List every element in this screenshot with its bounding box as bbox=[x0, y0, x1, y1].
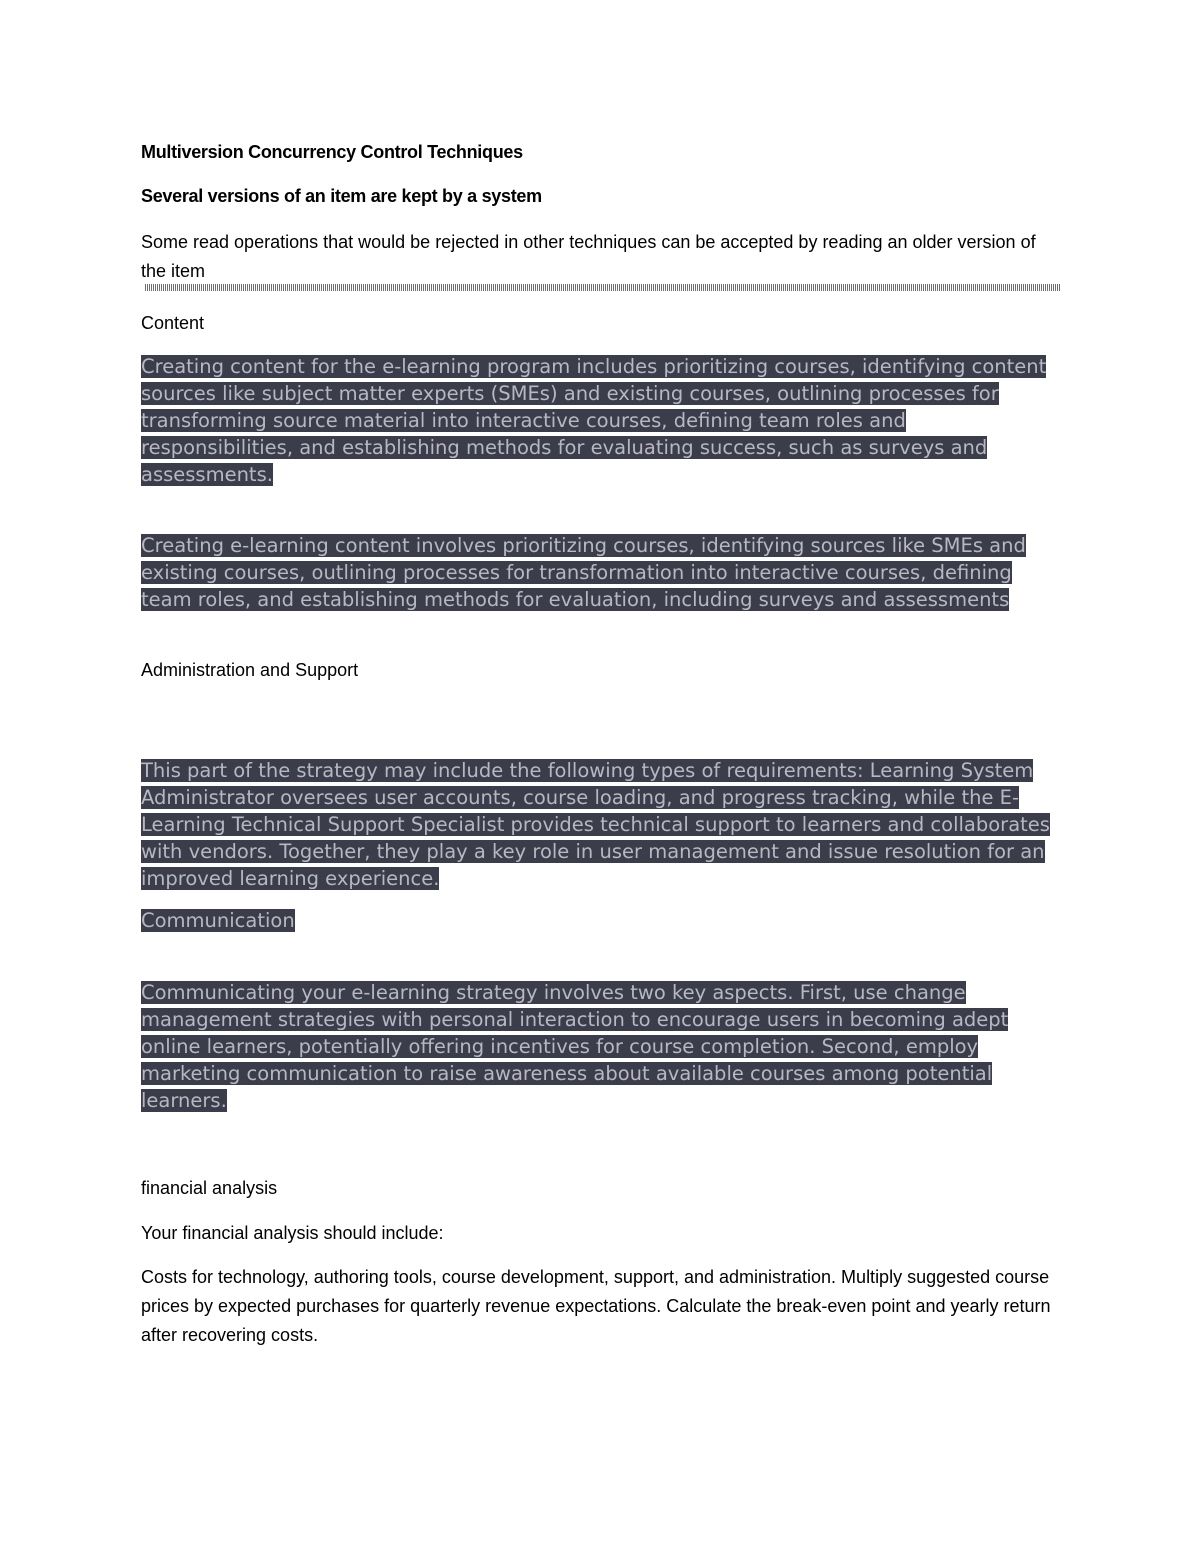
highlighted-text: This part of the strategy may include the following types of requirements: Learning System Administrator oversees user accounts, course loading, and progress tracking, while the E-Learning Technical Support Specialist provides technical support to learners and collaborates with vendors. Together, they play a key role in user management and issue resolution for an improved learning experience. bbox=[141, 759, 1050, 890]
content-paragraph-2 bbox=[141, 532, 1041, 613]
intro-paragraph: Some read operations that would be rejected in other techniques can be accepted by reading an older version of the item bbox=[141, 232, 1036, 281]
admin-section-title: Administration and Support bbox=[141, 660, 359, 680]
financial-intro: Your financial analysis should include: bbox=[141, 1223, 444, 1243]
communication-paragraph bbox=[141, 979, 1061, 1114]
communication-section-title bbox=[141, 907, 295, 934]
content-section-title: Content bbox=[141, 313, 205, 333]
document-subtitle: Several versions of an item are kept by a system bbox=[141, 186, 542, 206]
content-paragraph-1 bbox=[141, 353, 1061, 488]
highlighted-text: Communication bbox=[141, 909, 295, 932]
admin-paragraph bbox=[141, 757, 1053, 892]
highlighted-text: Creating content for the e-learning program includes prioritizing courses, identifying content sources like subject matter experts (SMEs) and existing courses, outlining processes for transforming source material into interactive courses, defining team roles and responsibilities, and establishing methods for evaluating success, such as surveys and assessments. bbox=[141, 355, 1047, 486]
highlighted-text: Communicating your e-learning strategy involves two key aspects. First, use change management strategies with personal interaction to encourage users in becoming adept online learners, potentially offering incentives for course completion. Second, employ marketing communication to raise awareness about available courses among potential learners. bbox=[141, 981, 1009, 1112]
dotted-divider bbox=[145, 284, 1060, 291]
financial-paragraph: Costs for technology, authoring tools, course development, support, and administration. Multiply suggested course prices by expected purchases for quarterly revenue expectations. Calculate the break-even point and yearly return after recovering costs. bbox=[141, 1267, 1051, 1345]
highlighted-text: Creating e-learning content involves prioritizing courses, identifying sources like SMEs and existing courses, outlining processes for transformation into interactive courses, defining team roles, and establishing methods for evaluation, including surveys and assessments bbox=[141, 534, 1026, 611]
document-title: Multiversion Concurrency Control Techniques bbox=[141, 142, 523, 162]
financial-section-title: financial analysis bbox=[141, 1178, 278, 1198]
